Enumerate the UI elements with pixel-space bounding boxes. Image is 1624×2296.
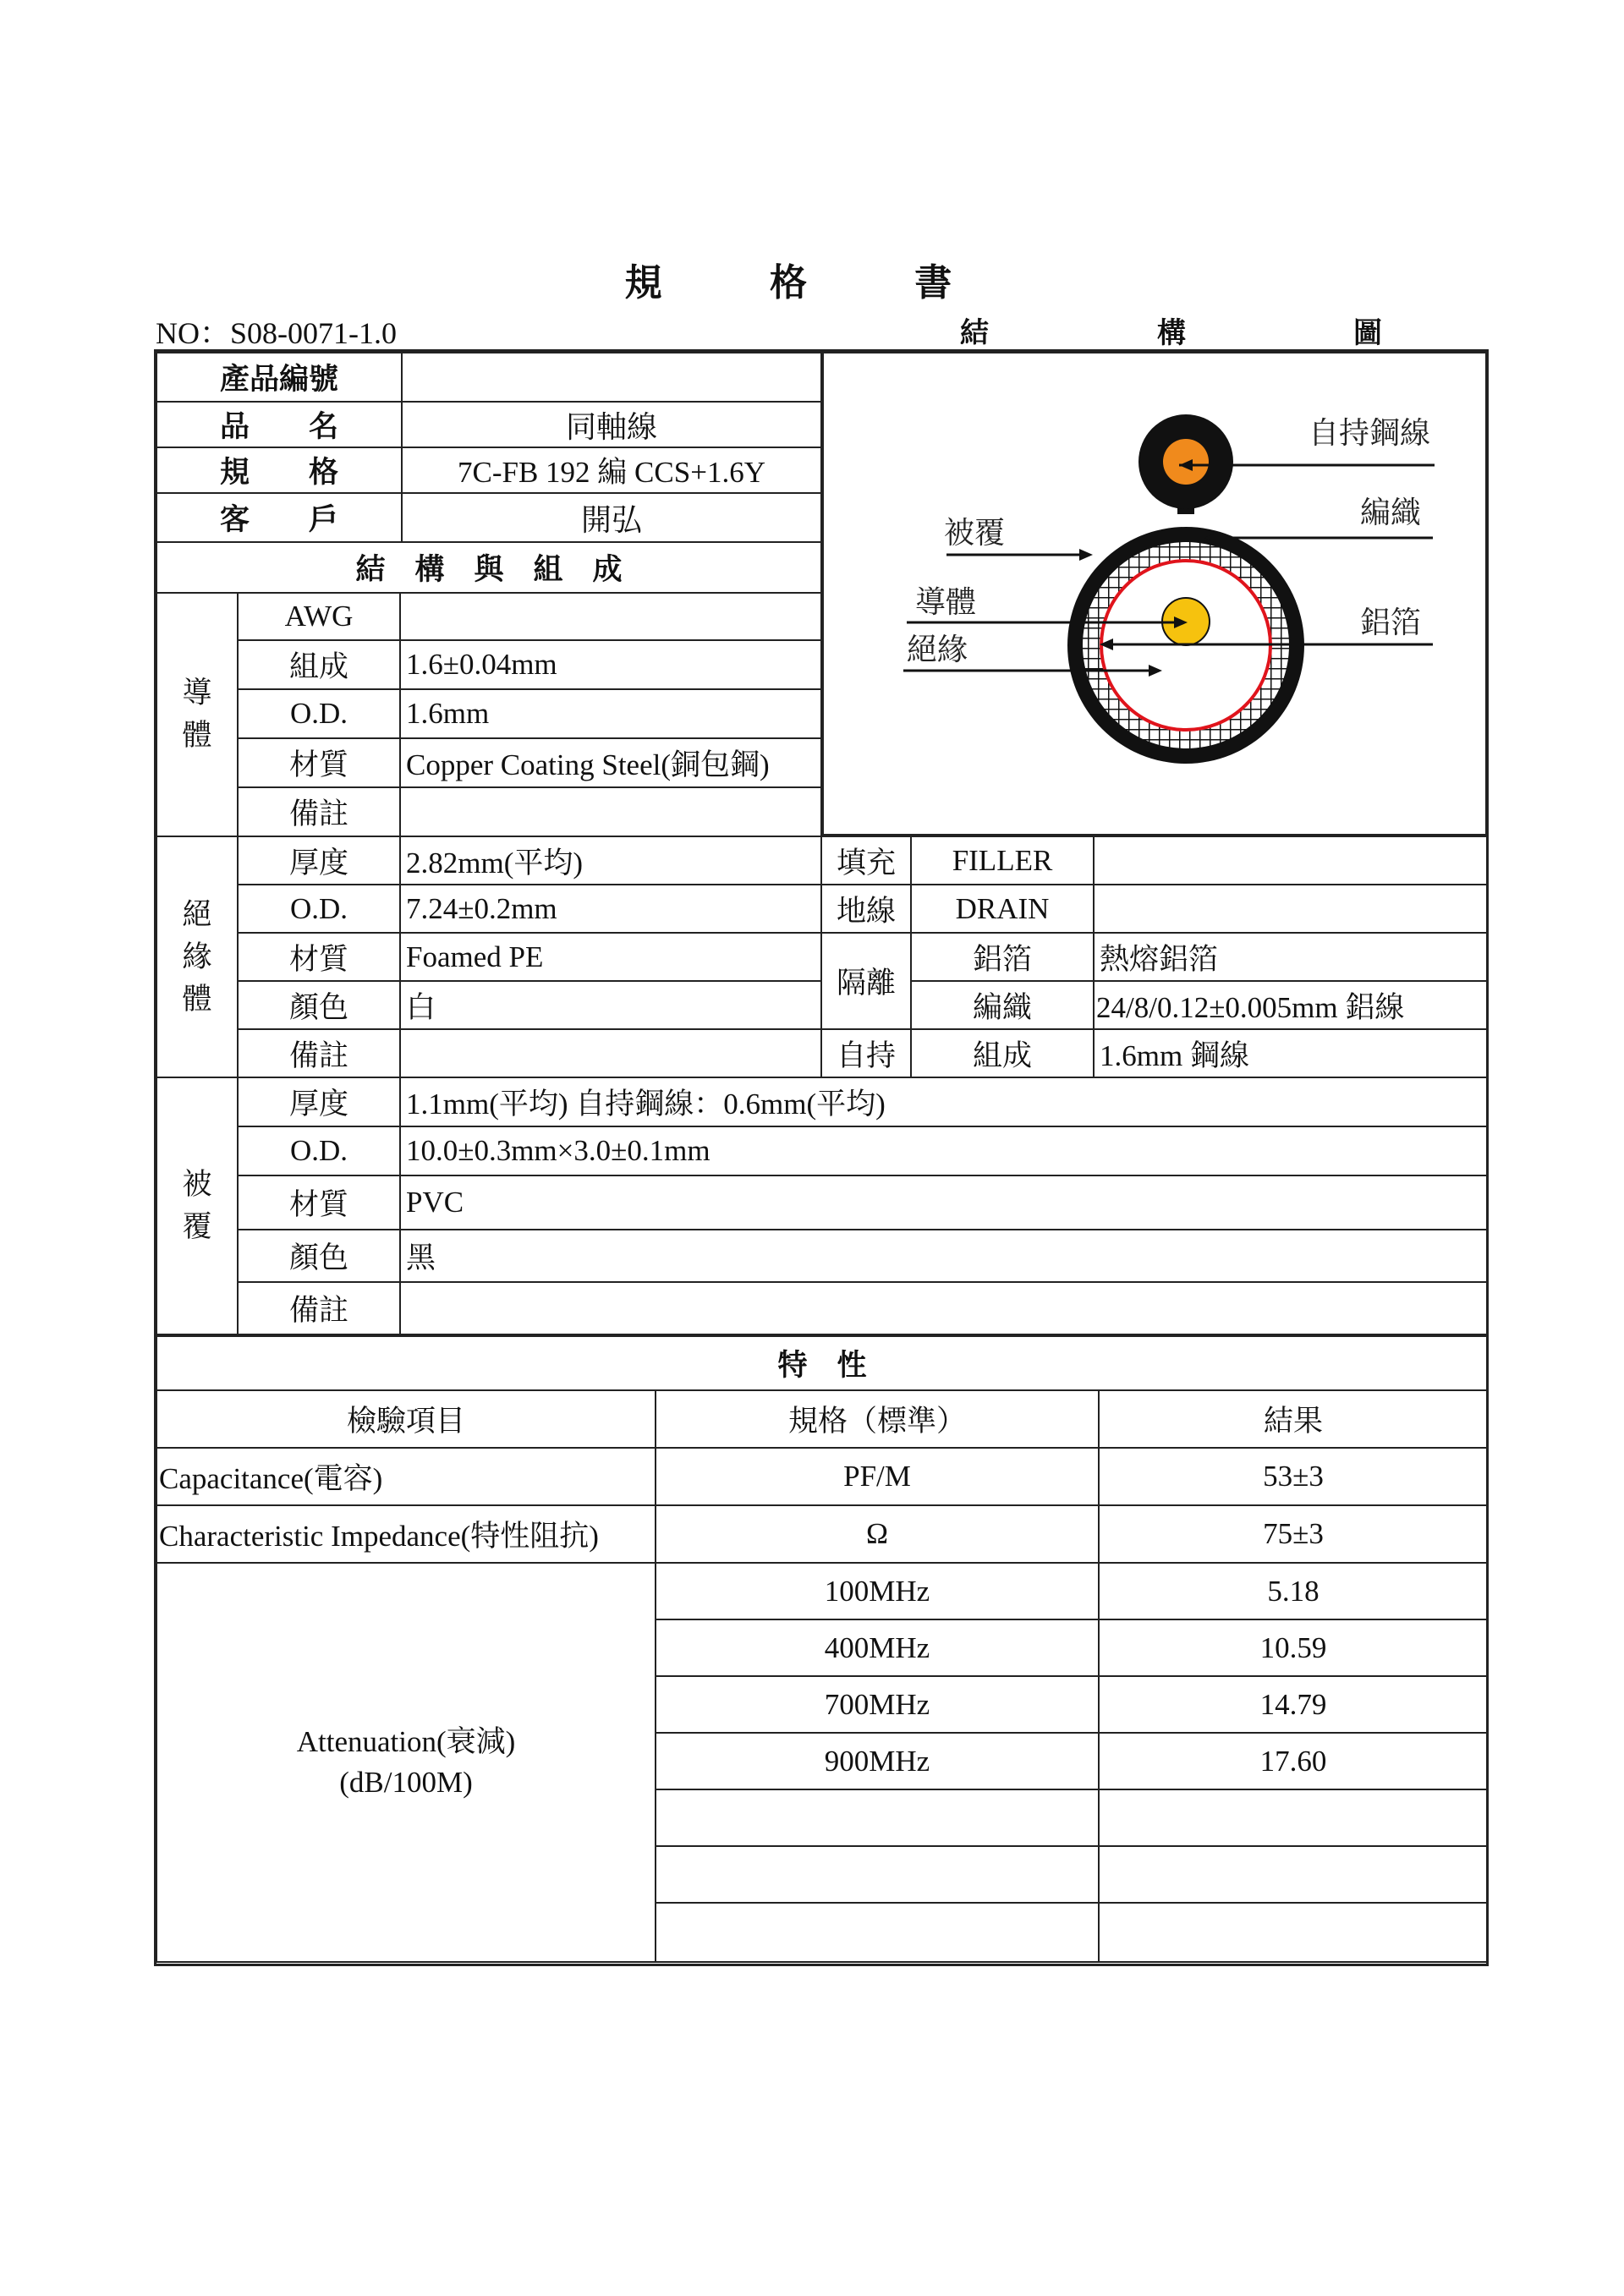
insulation-material-label: 材質 (238, 933, 400, 981)
insulation-thickness-label: 厚度 (238, 836, 400, 885)
cable-cross-section-diagram (824, 353, 1485, 834)
structure-diagram-panel (822, 352, 1487, 836)
attenuation-item-line2: (dB/100M) (339, 1766, 473, 1799)
insulation-group-text: 絕緣體 (182, 897, 212, 1016)
foil-label: 鋁箔 (1359, 606, 1421, 640)
product-name-value: 同軸線 (402, 402, 821, 447)
filler-label: 填充 (821, 836, 911, 885)
attenuation-freq-1: 100MHz (656, 1563, 1099, 1619)
characteristics-table (156, 1335, 1489, 1963)
capacitance-item: Capacitance(電容) (156, 1448, 656, 1505)
foil-value: 熱熔鋁箔 (1094, 933, 1488, 981)
conductor-od-label: O.D. (238, 689, 400, 738)
header-test-item: 檢驗項目 (156, 1390, 656, 1448)
attenuation-result-7 (1099, 1903, 1488, 1962)
conductor-material-value: Copper Coating Steel(銅包鋼) (400, 738, 821, 787)
attenuation-result-3: 14.79 (1099, 1676, 1488, 1733)
conductor-group-text: 導體 (182, 677, 212, 753)
impedance-result: 75±3 (1099, 1505, 1488, 1563)
conductor-awg-label: AWG (238, 593, 400, 640)
jacket-color-label: 顏色 (238, 1230, 400, 1282)
attenuation-result-6 (1099, 1846, 1488, 1903)
insulation-remark-value (400, 1029, 821, 1077)
jacket-group-label (156, 1077, 238, 1334)
conductor-awg-value (400, 593, 821, 640)
drain-name: DRAIN (911, 885, 1094, 933)
insulation-label: 絕緣 (907, 633, 968, 667)
attenuation-result-2: 10.59 (1099, 1619, 1488, 1676)
attenuation-item (156, 1563, 656, 1962)
attenuation-freq-5 (656, 1789, 1099, 1846)
messenger-composition-value: 1.6mm 鋼線 (1094, 1029, 1488, 1077)
attenuation-freq-4: 900MHz (656, 1733, 1099, 1789)
attenuation-freq-6 (656, 1846, 1099, 1903)
impedance-item: Characteristic Impedance(特性阻抗) (156, 1505, 656, 1563)
insulation-od-label: O.D. (238, 885, 400, 933)
attenuation-result-1: 5.18 (1099, 1563, 1488, 1619)
drain-value (1094, 885, 1488, 933)
conductor-composition-value: 1.6±0.04mm (400, 640, 821, 689)
attenuation-result-5 (1099, 1789, 1488, 1846)
jacket-remark-label: 備註 (238, 1282, 400, 1334)
drain-label: 地線 (821, 885, 911, 933)
diagram-header-3: 圖 (1353, 316, 1382, 350)
braid-value: 24/8/0.12±0.005mm 鋁線 (1094, 981, 1488, 1029)
foil-name: 鋁箔 (911, 933, 1094, 981)
filler-value (1094, 836, 1488, 885)
customer-value: 開弘 (402, 493, 821, 542)
jacket-material-label: 材質 (238, 1175, 400, 1230)
insulation-group-label (156, 836, 238, 1077)
jacket-table (156, 1077, 1489, 1335)
attenuation-freq-3: 700MHz (656, 1676, 1099, 1733)
impedance-spec: Ω (656, 1505, 1099, 1563)
jacket-color-value: 黑 (400, 1230, 1488, 1282)
product-spec-label: 規 格 (156, 447, 402, 493)
jacket-thickness-value: 1.1mm(平均) 自持鋼線：0.6mm(平均) (400, 1077, 1488, 1126)
messenger-core (1163, 439, 1209, 485)
conductor-table (156, 592, 822, 837)
attenuation-freq-2: 400MHz (656, 1619, 1099, 1676)
messenger-group-label: 自持 (821, 1029, 911, 1077)
conductor-od-value: 1.6mm (400, 689, 821, 738)
document-number: NO：S08-0071-1.0 (156, 316, 397, 350)
conductor-material-label: 材質 (238, 738, 400, 787)
braid-label: 編織 (1359, 496, 1421, 530)
attenuation-freq-7 (656, 1903, 1099, 1962)
conductor-composition-label: 組成 (238, 640, 400, 689)
product-spec-value: 7C-FB 192 編 CCS+1.6Y (402, 447, 821, 493)
product-info-table (156, 352, 822, 594)
capacitance-spec: PF/M (656, 1448, 1099, 1505)
header-spec: 規格（標準） (656, 1390, 1099, 1448)
insulation-color-value: 白 (400, 981, 821, 1029)
insulation-remark-label: 備註 (238, 1029, 400, 1077)
header-result: 結果 (1099, 1390, 1488, 1448)
attenuation-item-line1: Attenuation(衰減) (296, 1725, 516, 1758)
structure-section-title: 結 構 與 組 成 (156, 542, 821, 593)
product-code-label: 產品編號 (156, 353, 402, 402)
jacket-group-text: 被覆 (182, 1168, 212, 1244)
document-title: 規 格 書 (624, 261, 1000, 304)
insulation-od-value: 7.24±0.2mm (400, 885, 821, 933)
jacket-od-value: 10.0±0.3mm×3.0±0.1mm (400, 1126, 1488, 1175)
jacket-material-value: PVC (400, 1175, 1488, 1230)
insulation-thickness-value: 2.82mm(平均) (400, 836, 821, 885)
jacket-od-label: O.D. (238, 1126, 400, 1175)
jacket-remark-value (400, 1282, 1488, 1334)
messenger-label: 自持鋼線 (1308, 416, 1430, 451)
attenuation-result-4: 17.60 (1099, 1733, 1488, 1789)
customer-label: 客 戶 (156, 493, 402, 542)
capacitance-result: 53±3 (1099, 1448, 1488, 1505)
conductor-label: 導體 (915, 585, 977, 620)
insulation-material-value: Foamed PE (400, 933, 821, 981)
characteristics-title: 特 性 (156, 1336, 1488, 1390)
product-code-value (402, 353, 821, 402)
braid-name: 編織 (911, 981, 1094, 1029)
diagram-header-2: 構 (1157, 316, 1186, 350)
insulation-table (156, 836, 1489, 1078)
conductor-group-label (156, 593, 238, 836)
jacket-arrowhead (1079, 549, 1093, 561)
filler-name: FILLER (911, 836, 1094, 885)
shield-label: 隔離 (821, 933, 911, 1029)
product-name-label: 品 名 (156, 402, 402, 447)
diagram-header-1: 結 (960, 316, 989, 350)
conductor-remark-label: 備註 (238, 787, 400, 836)
jacket-thickness-label: 厚度 (238, 1077, 400, 1126)
insulation-color-label: 顏色 (238, 981, 400, 1029)
conductor-remark-value (400, 787, 821, 836)
messenger-composition-label: 組成 (911, 1029, 1094, 1077)
jacket-label: 被覆 (944, 516, 1006, 551)
